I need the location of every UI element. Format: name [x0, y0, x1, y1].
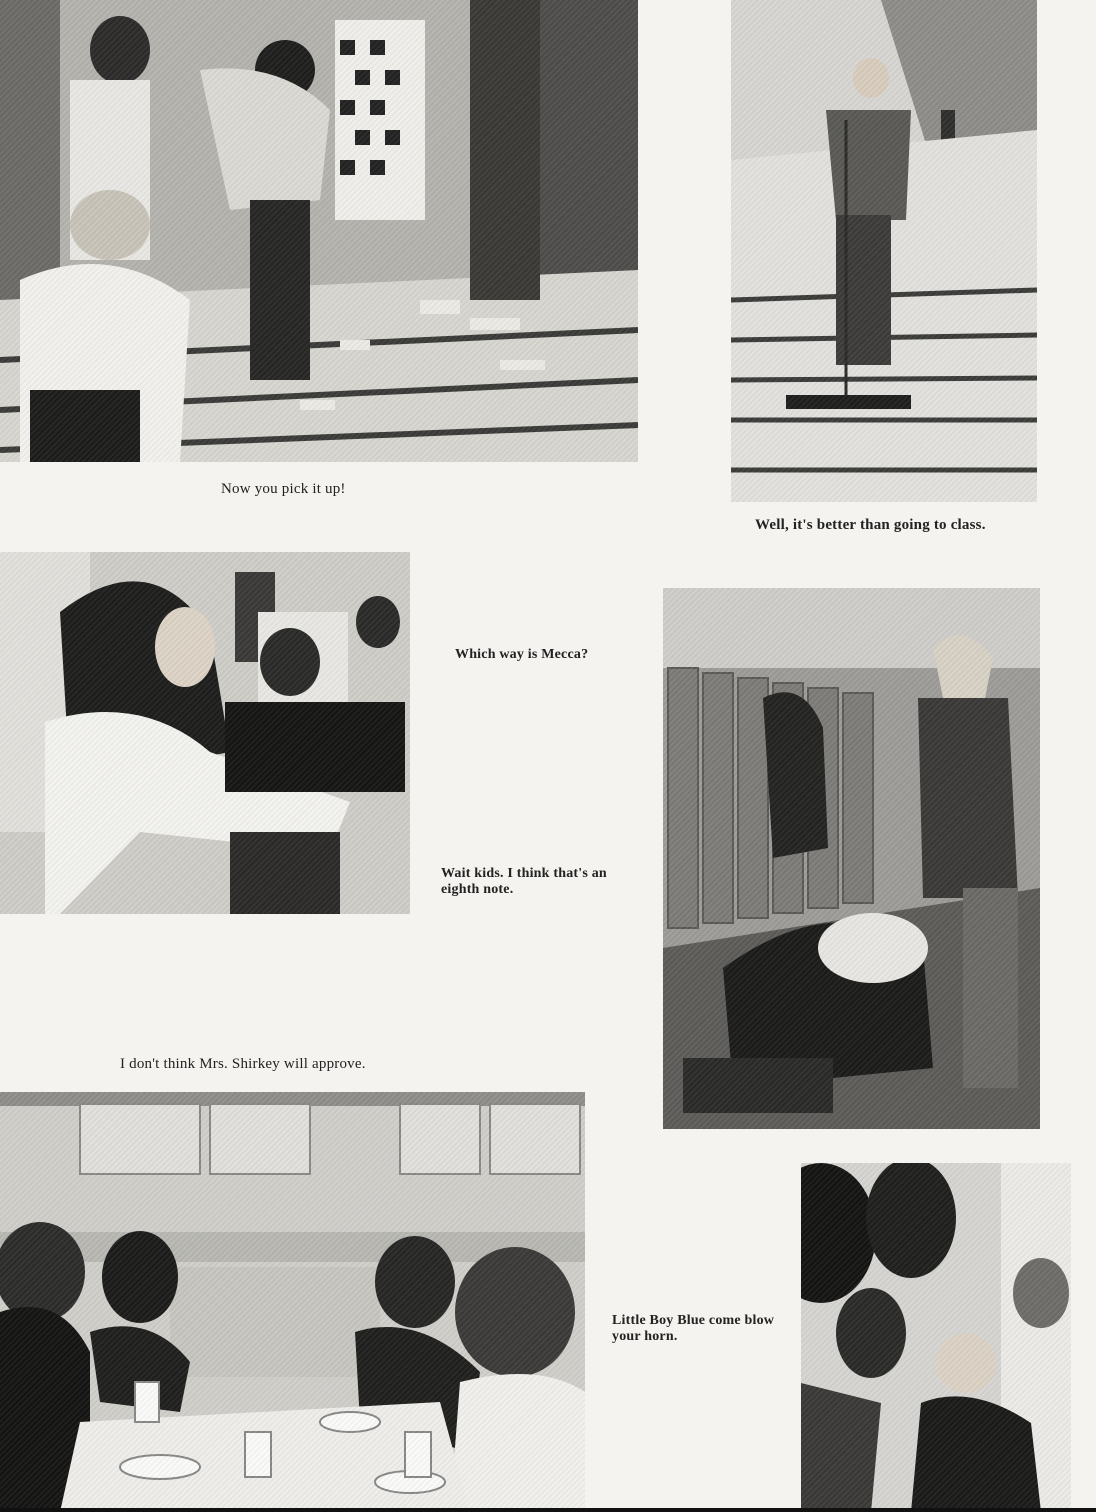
caption-boy-blue: Little Boy Blue come blow your horn. [612, 1313, 775, 1344]
caption-better-than-class: Well, it's better than going to class. [755, 517, 986, 533]
caption-shirkey: I don't think Mrs. Shirkey will approve. [120, 1056, 366, 1072]
page-bottom-border [0, 1508, 1096, 1512]
photo-sweeping-hallway [731, 0, 1037, 502]
caption-eighth-note: Wait kids. I think that's an eighth note. [441, 866, 607, 897]
photo-kitchen-table [0, 1092, 585, 1512]
photo-band-room [0, 552, 410, 914]
photo-tuba-players [801, 1163, 1071, 1512]
photo-hallway-crowd [0, 0, 638, 462]
caption-mecca: Which way is Mecca? [455, 647, 589, 662]
photo-locker-hallway [663, 588, 1040, 1129]
caption-pick-it-up: Now you pick it up! [221, 481, 346, 497]
